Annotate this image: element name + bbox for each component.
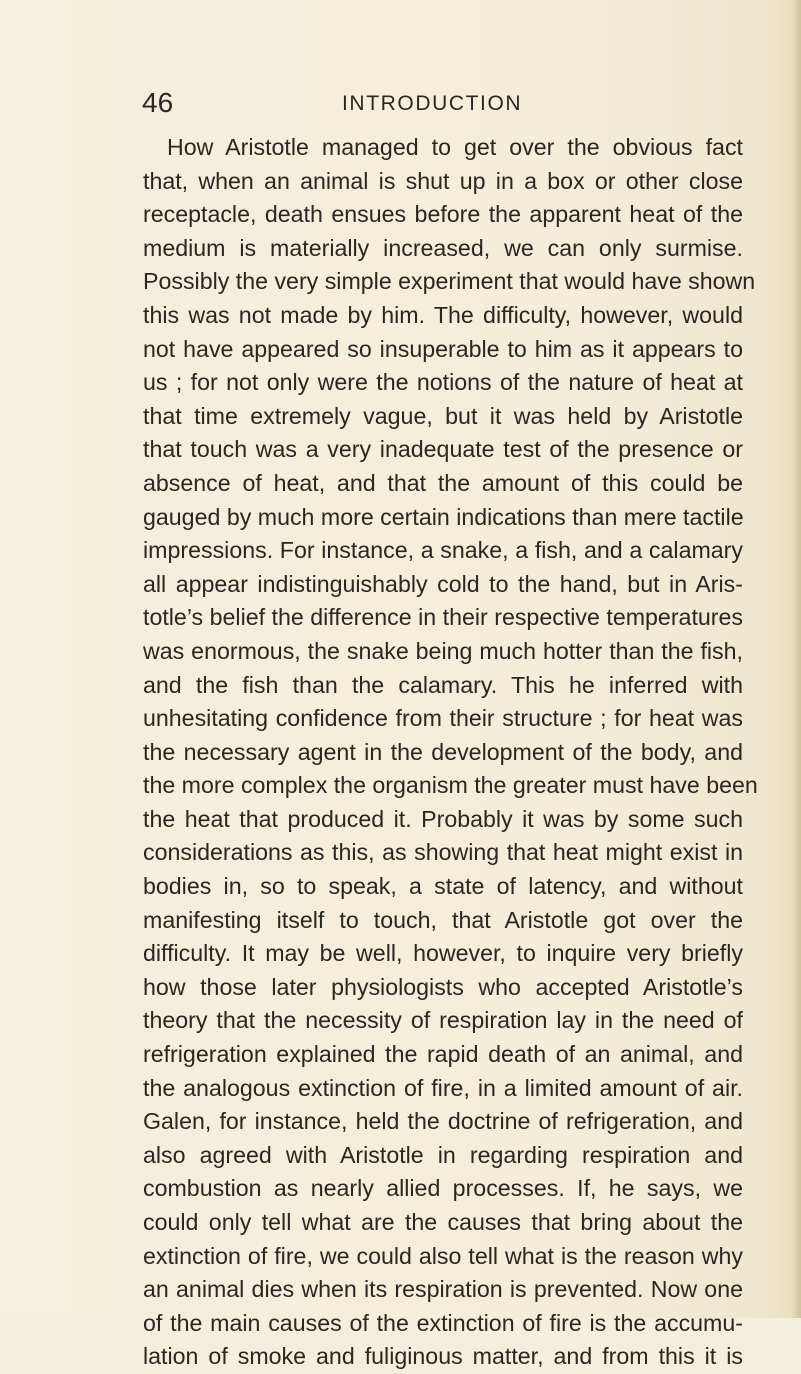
text-line: refrigeration explained the rapid death of an animal, and xyxy=(143,1041,743,1068)
text-line: of the main causes of the extinction of fire is the accumu- xyxy=(143,1309,743,1336)
text-line: that time extremely vague, but it was held by Aristotle xyxy=(143,402,743,429)
text-line: also agreed with Aristotle in regarding respiration and xyxy=(143,1141,743,1168)
text-line: totle’s belief the difference in their respective temperatures xyxy=(143,604,743,631)
text-line: Galen, for instance, held the doctrine of refrigeration, and xyxy=(143,1108,743,1135)
text-line: and the fish than the calamary. This he inferred with xyxy=(143,671,743,698)
text-line: all appear indistinguishably cold to the hand, but in Aris- xyxy=(143,570,743,597)
text-line: this was not made by him. The difficulty, however, would xyxy=(143,301,743,328)
text-line: considerations as this, as showing that heat might exist in xyxy=(143,839,743,866)
page-number: 46 xyxy=(142,87,174,118)
text-line: that touch was a very inadequate test of the presence or xyxy=(143,436,743,463)
text-line: manifesting itself to touch, that Aristotle got over the xyxy=(143,906,743,933)
text-line: extinction of fire, we could also tell what is the reason why xyxy=(143,1242,743,1269)
text-line: receptacle, death ensues before the apparent heat of the xyxy=(143,201,743,228)
body-text xyxy=(143,131,758,1374)
text-line: impressions. For instance, a snake, a fish, and a calamary xyxy=(143,537,743,564)
text-line: difficulty. It may be well, however, to inquire very briefly xyxy=(143,940,743,967)
text-line: the analogous extinction of fire, in a limited amount of air. xyxy=(143,1074,743,1101)
text-line: lation of smoke and fuliginous matter, and from this it is xyxy=(143,1343,743,1370)
text-line: the necessary agent in the development of the body, and xyxy=(143,738,743,765)
text-line: bodies in, so to speak, a state of latency, and without xyxy=(143,873,743,900)
text-line: how those later physiologists who accepted Aristotle’s xyxy=(143,973,743,1000)
text-line: absence of heat, and that the amount of this could be xyxy=(143,469,743,496)
text-line: us ; for not only were the notions of the nature of heat at xyxy=(143,369,743,396)
text-line: not have appeared so insuperable to him as it appears to xyxy=(143,335,743,362)
text-line: an animal dies when its respiration is prevented. Now one xyxy=(143,1276,743,1303)
text-line: Possibly the very simple experiment that would have shown xyxy=(143,268,756,295)
page-edge-shadow xyxy=(791,0,801,1318)
running-title: INTRODUCTION xyxy=(342,92,523,115)
text-line: How Aristotle managed to get over the obvious fact xyxy=(167,134,743,160)
text-line: gauged by much more certain indications than mere tactile xyxy=(143,503,744,530)
text-line: could only tell what are the causes that bring about the xyxy=(143,1209,743,1235)
text-line: was enormous, the snake being much hotter than the fish, xyxy=(143,637,743,664)
text-line: the heat that produced it. Probably it was by some such xyxy=(143,805,743,832)
text-line: medium is materially increased, we can only surmise. xyxy=(143,234,743,261)
text-line: the more complex the organism the greater must have been xyxy=(143,772,758,799)
text-line: theory that the necessity of respiration lay in the need of xyxy=(143,1007,743,1034)
text-line: that, when an animal is shut up in a box or other close xyxy=(143,167,743,194)
text-line: unhesitating confidence from their structure ; for heat was xyxy=(143,705,743,732)
text-line: combustion as nearly allied processes. If, he says, we xyxy=(143,1175,743,1202)
running-head xyxy=(0,86,801,120)
